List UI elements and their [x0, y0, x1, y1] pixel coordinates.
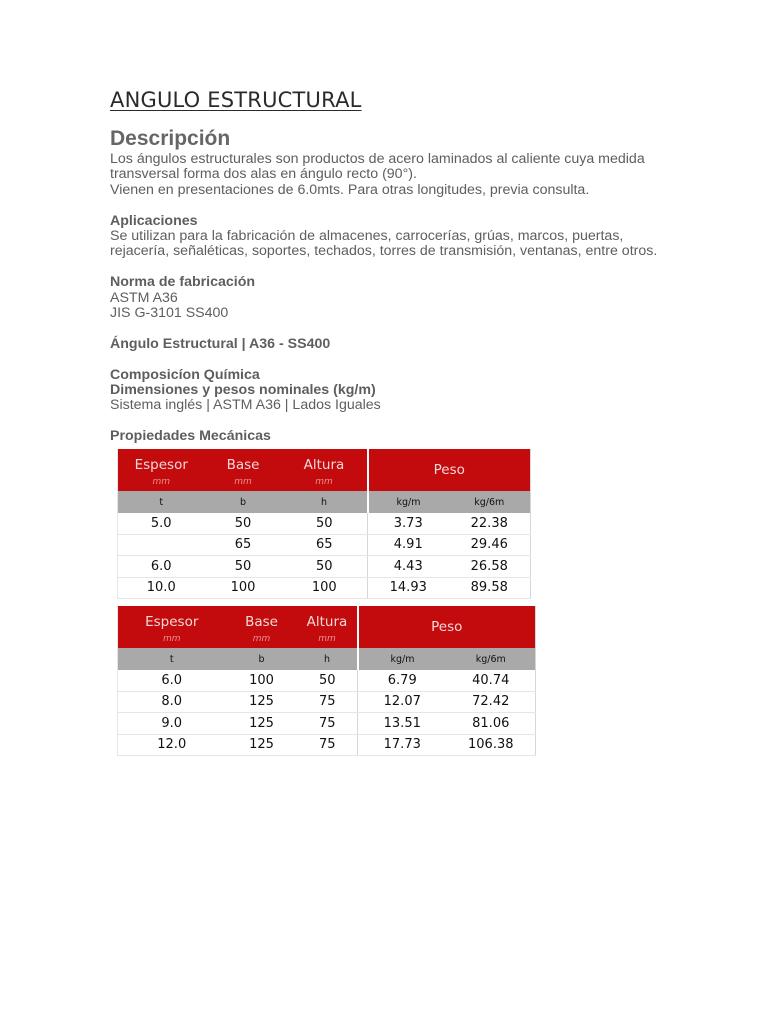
cell-espesor: 5.0 [118, 513, 205, 534]
header-unit: mm [282, 473, 368, 491]
cell-espesor: 12.0 [118, 734, 226, 756]
subheader-t: t [118, 491, 205, 513]
cell-altura: 65 [282, 534, 368, 556]
header-base: Base [205, 449, 282, 473]
descripcion-heading: Descripción [110, 127, 231, 150]
cell-espesor: 6.0 [118, 670, 226, 691]
header-altura: Altura [282, 449, 368, 473]
header-unit: mm [118, 630, 226, 648]
cell-base: 125 [226, 713, 298, 735]
cell-base: 100 [205, 577, 282, 599]
cell-base: 125 [226, 734, 298, 756]
cell-base: 100 [226, 670, 298, 691]
descripcion-line: transversal forma dos alas en ángulo recto (90°). [110, 166, 417, 183]
cell-espesor: 9.0 [118, 713, 226, 735]
header-unit: mm [118, 473, 205, 491]
descripcion-line: Los ángulos estructurales son productos de acero laminados al caliente cuya medida [110, 151, 645, 167]
norma-heading: Norma de fabricación [110, 274, 256, 291]
cell-espesor: 8.0 [118, 691, 226, 713]
aplicaciones-heading: Aplicaciones [110, 212, 198, 229]
subheader-kgm: kg/m [368, 491, 449, 513]
cell-altura: 75 [298, 713, 358, 735]
cell-base: 50 [205, 556, 282, 578]
cell-kgm: 13.51 [358, 713, 447, 735]
document-body [110, 126, 710, 445]
cell-altura: 50 [282, 513, 368, 534]
cell-kg6m: 22.38 [449, 513, 531, 534]
angulo-heading: Ángulo Estructural | A36 - SS400 [110, 335, 331, 352]
cell-kgm: 3.73 [368, 513, 449, 534]
cell-altura: 50 [298, 670, 358, 691]
subheader-kg6m: kg/6m [449, 491, 531, 513]
aplicaciones-line: rejacería, señaléticas, soportes, techados, torres de transmisión, ventanas, entre otros. [110, 243, 658, 260]
header-peso: Peso [368, 449, 531, 491]
descripcion-line: Vienen en presentaciones de 6.0mts. Para otras longitudes, previa consulta. [110, 181, 590, 198]
subheader-b: b [205, 491, 282, 513]
aplicaciones-line: Se utilizan para la fabricación de almacenes, carrocerías, grúas, marcos, puertas, [110, 228, 624, 245]
cell-kgm: 4.91 [368, 534, 449, 556]
header-unit: mm [298, 630, 358, 648]
norma-line: JIS G-3101 SS400 [110, 305, 229, 322]
cell-kgm: 14.93 [368, 577, 449, 599]
cell-kg6m: 72.42 [447, 691, 536, 713]
header-peso: Peso [358, 606, 536, 648]
cell-altura: 100 [282, 577, 368, 599]
table-row [118, 556, 531, 578]
cell-espesor [118, 534, 205, 556]
cell-kgm: 4.43 [368, 556, 449, 578]
propiedades-heading: Propiedades Mecánicas [110, 428, 271, 445]
cell-base: 50 [205, 513, 282, 534]
dimensiones-heading: Dimensiones y pesos nominales (kg/m) [110, 382, 376, 399]
cell-kg6m: 29.46 [449, 534, 531, 556]
cell-kgm: 17.73 [358, 734, 447, 756]
subheader-kg6m: kg/6m [447, 648, 536, 670]
composicion-heading: Composicíon Química [110, 366, 260, 383]
subheader-kgm: kg/m [358, 648, 447, 670]
header-base: Base [226, 606, 298, 630]
header-espesor: Espesor [118, 449, 205, 473]
header-unit: mm [205, 473, 282, 491]
cell-kgm: 6.79 [358, 670, 447, 691]
cell-base: 125 [226, 691, 298, 713]
dimensions-table-2 [117, 606, 536, 756]
subheader-h: h [298, 648, 358, 670]
cell-altura: 50 [282, 556, 368, 578]
cell-base: 65 [205, 534, 282, 556]
header-altura: Altura [298, 606, 358, 630]
cell-kg6m: 106.38 [447, 734, 536, 756]
table-row [118, 691, 536, 713]
cell-kg6m: 81.06 [447, 713, 536, 735]
subheader-t: t [118, 648, 226, 670]
table-row [118, 534, 531, 556]
header-espesor: Espesor [118, 606, 226, 630]
table-row [118, 577, 531, 599]
table-row [118, 734, 536, 756]
cell-espesor: 6.0 [118, 556, 205, 578]
page-title: ANGULO ESTRUCTURAL [110, 88, 362, 112]
cell-kg6m: 89.58 [449, 577, 531, 599]
norma-line: ASTM A36 [110, 289, 178, 306]
cell-espesor: 10.0 [118, 577, 205, 599]
cell-altura: 75 [298, 691, 358, 713]
dimensions-table-1 [117, 449, 531, 599]
cell-altura: 75 [298, 734, 358, 756]
cell-kgm: 12.07 [358, 691, 447, 713]
cell-kg6m: 26.58 [449, 556, 531, 578]
subheader-h: h [282, 491, 368, 513]
header-unit: mm [226, 630, 298, 648]
table-row [118, 513, 531, 534]
sistema-line: Sistema inglés | ASTM A36 | Lados Iguales [110, 397, 381, 414]
subheader-b: b [226, 648, 298, 670]
table-row [118, 670, 536, 691]
table-row [118, 713, 536, 735]
cell-kg6m: 40.74 [447, 670, 536, 691]
